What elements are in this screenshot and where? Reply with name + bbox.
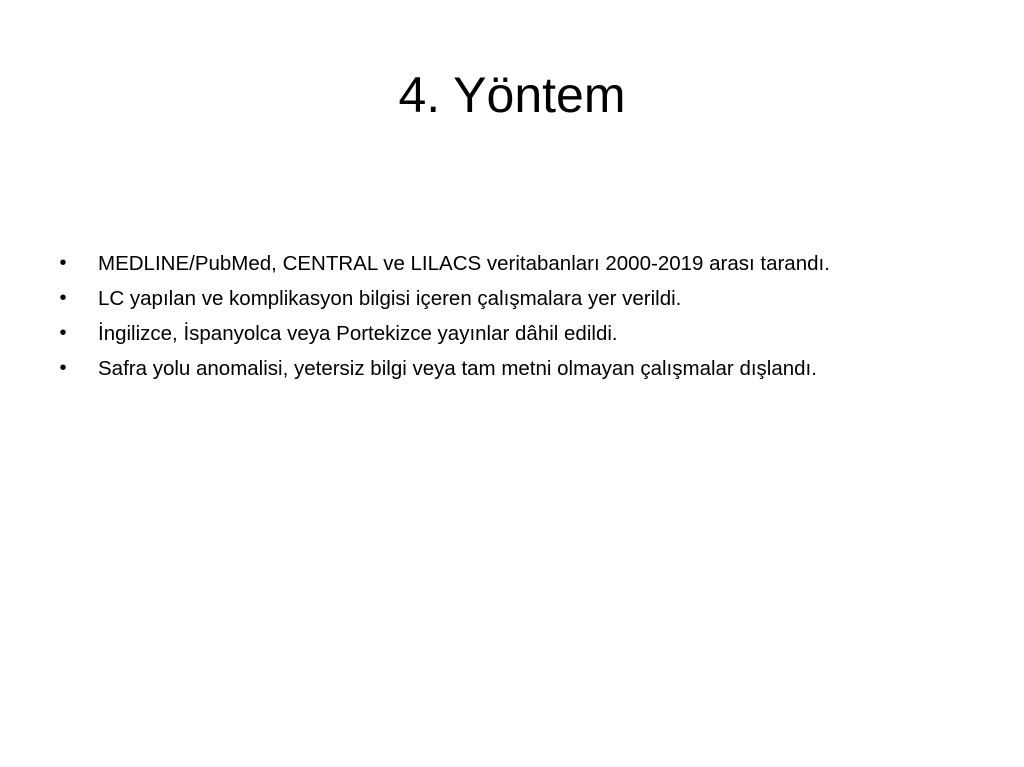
bullet-item [56,246,996,281]
bullet-text: MEDLINE/PubMed, CENTRAL ve LILACS veritabanları 2000-2019 arası tarandı. [98,252,830,275]
bullet-text: Safra yolu anomalisi, yetersiz bilgi veya tam metni olmayan çalışmalar dışlandı. [98,357,817,380]
bullet-icon: • [59,322,67,344]
bullet-list [56,246,996,386]
bullet-icon: • [59,287,67,309]
bullet-icon: • [59,357,67,379]
bullet-text: İngilizce, İspanyolca veya Portekizce yayınlar dâhil edildi. [98,322,618,345]
bullet-item [56,351,996,386]
bullet-item [56,281,996,316]
bullet-text: LC yapılan ve komplikasyon bilgisi içeren çalışmalara yer verildi. [98,287,682,310]
slide-title: 4. Yöntem [398,67,626,123]
bullet-item [56,316,996,351]
bullet-icon: • [59,252,67,274]
